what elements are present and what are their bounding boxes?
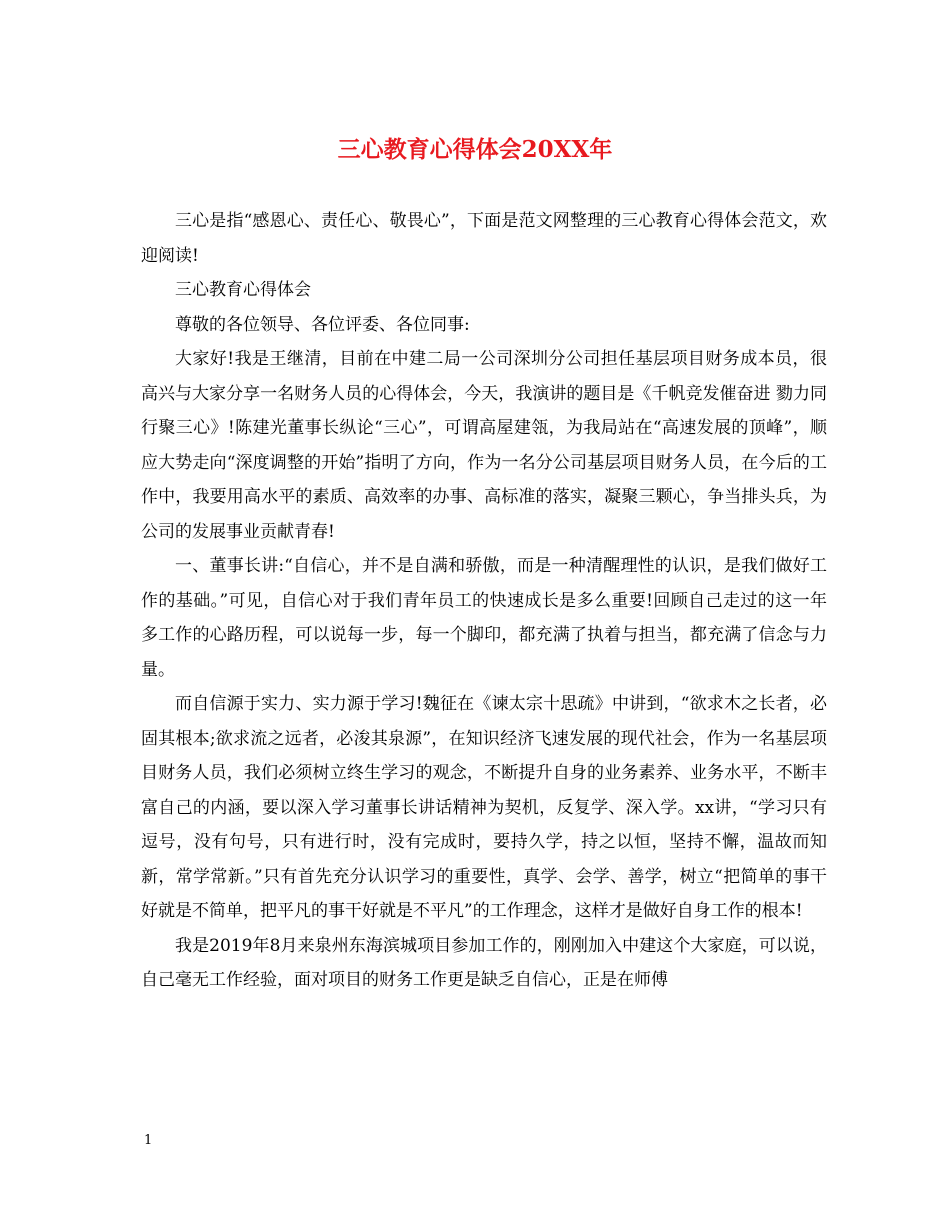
paragraph-subtitle: 三心教育心得体会 (175, 280, 311, 300)
paragraph-learning: 而自信源于实力、实力源于学习!魏征在《谏太宗十思疏》中讲到，“欲求木之长者，必固其根本;欲求流之远者，必浚其泉源”，在知识经济飞速发展的现代社会，作为一名基层项目财务人员，我们必须树立终生学习的观念，不断提升自身的业务素养、业务水平，不断丰富自己的内涵，要以深入学习董事长讲话精神为契机，反复学、深入学。xx讲，“学习只有逗号，没有句号，只有进行时，没有完成时，要持久学，持之以恒，坚持不懈，温故而知新，常学常新。”只有首先充分认识学习的重要性，真学、会学、善学，树立“把简单的事干好就是不简单，把平凡的事干好就是不平凡”的工作理念，这样才是做好自身工作的根本! (141, 694, 827, 921)
page-number: 1 (144, 1133, 153, 1148)
paragraph-experience: 我是2019年8月来泉州东海滨城项目参加工作的，刚刚加入中建这个大家庭，可以说，自己毫无工作经验，面对项目的财务工作更是缺乏自信心，正是在师傅 (141, 935, 827, 990)
paragraph-intro: 三心是指“感恩心、责任心、敬畏心”，下面是范文网整理的三心教育心得体会范文，欢迎阅读! (141, 211, 827, 266)
document-title: 三心教育心得体会20XX年 (337, 136, 613, 163)
paragraph-confidence: 一、董事长讲:“自信心，并不是自满和骄傲，而是一种清醒理性的认识，是我们做好工作的基础。”可见，自信心对于我们青年员工的快速成长是多么重要!回顾自己走过的这一年多工作的心路历程，可以说每一步，每一个脚印，都充满了执着与担当，都充满了信念与力量。 (141, 556, 827, 680)
document-body (141, 204, 827, 998)
paragraph-greeting: 大家好!我是王继清，目前在中建二局一公司深圳分公司担任基层项目财务成本员，很高兴与大家分享一名财务人员的心得体会，今天，我演讲的题目是《千帆竞发催奋进 勠力同行聚三心》!陈建光董事长纵论“三心”，可谓高屋建瓴，为我局站在“高速发展的顶峰”，顺应大势走向“深度调整的开始”指明了方向，作为一名分公司基层项目财务人员，在今后的工作中，我要用高水平的素质、高效率的办事、高标准的落实，凝聚三颗心，争当排头兵，为公司的发展事业贡献青春! (141, 349, 827, 542)
paragraph-salutation: 尊敬的各位领导、各位评委、各位同事: (175, 314, 470, 335)
